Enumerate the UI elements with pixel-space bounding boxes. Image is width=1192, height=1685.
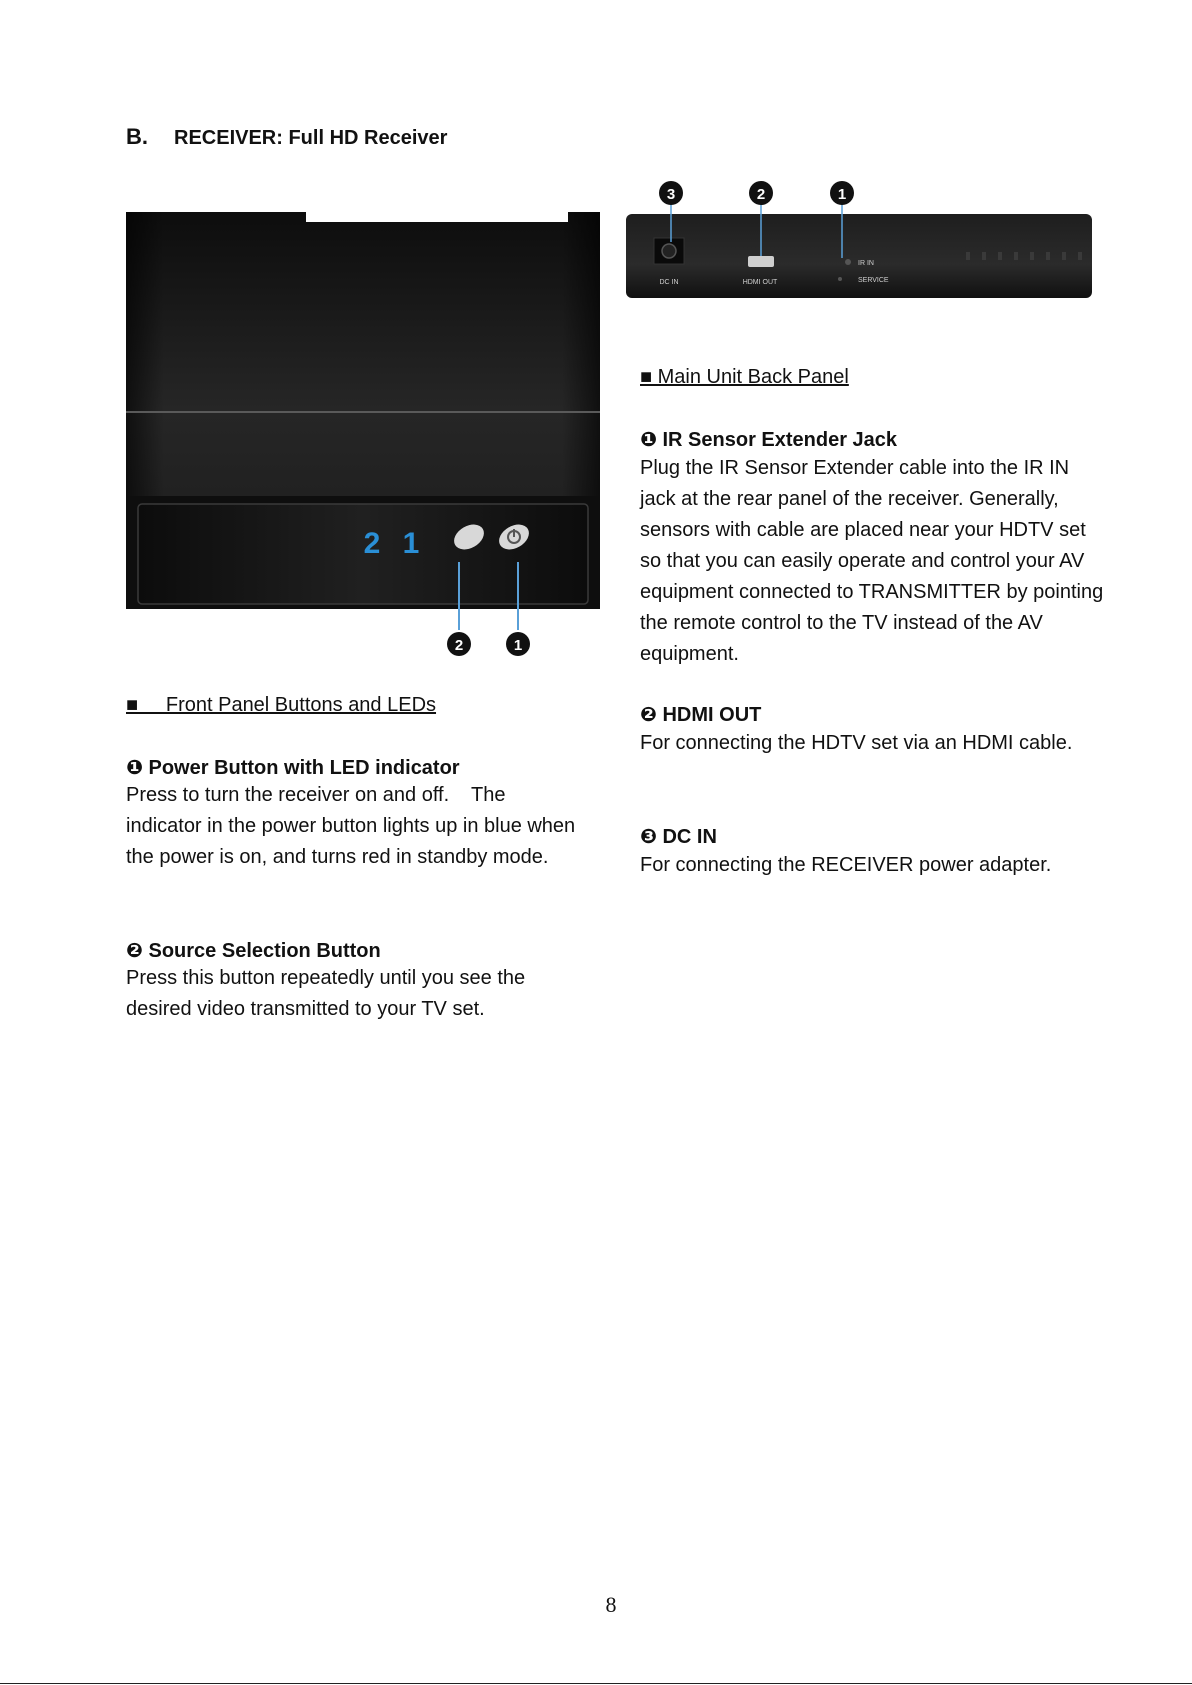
callout-number-2: 2: [454, 637, 464, 654]
port-label-hdmi-out: HDMI OUT: [742, 279, 778, 286]
page-number: 8: [605, 1592, 617, 1617]
source-display-digit: 2: [363, 527, 381, 560]
front-panel-illustration: [126, 212, 600, 658]
port-label-service: SERVICE: [858, 277, 889, 284]
source-button-title: ❷ Source Selection Button: [126, 940, 381, 962]
port-label-dc-in: DC IN: [659, 279, 679, 286]
front-panel-section-label: ■ Front Panel Buttons and LEDs: [126, 694, 437, 716]
source-button-description: Press this button repeatedly until you see the desired video transmitted to your TV set.: [126, 967, 526, 1020]
service-port-icon: [838, 277, 842, 281]
callout-number-1: 1: [837, 186, 847, 203]
hdmi-port-icon: [748, 256, 774, 267]
callout-number-1: 1: [513, 637, 523, 654]
dc-jack-icon: [662, 244, 676, 258]
dc-in-description: For connecting the RECEIVER power adapter.: [640, 854, 1052, 876]
callout-number-3: 3: [666, 186, 676, 203]
hdmi-out-title: ❷ HDMI OUT: [640, 704, 762, 726]
power-display-digit: 1: [402, 527, 420, 560]
section-letter: B.: [126, 124, 148, 149]
back-panel-illustration: [626, 178, 1092, 306]
hdmi-out-description: For connecting the HDTV set via an HDMI cable.: [640, 732, 1073, 754]
power-button-description: Press to turn the receiver on and off. The indicator in the power button lights up in blue when the power is on, and turns red in standby mode.: [126, 784, 581, 868]
port-label-ir-in: IR IN: [858, 260, 874, 267]
page-title: RECEIVER: Full HD Receiver: [174, 127, 448, 149]
callout-number-2: 2: [756, 186, 766, 203]
dc-in-title: ❸ DC IN: [640, 826, 717, 848]
ir-sensor-title: ❶ IR Sensor Extender Jack: [640, 429, 898, 451]
ir-jack-icon: [845, 259, 851, 265]
back-panel-section-label: ■ Main Unit Back Panel: [640, 366, 849, 388]
ir-sensor-description: Plug the IR Sensor Extender cable into the IR IN jack at the rear panel of the receiver. Generally, sensors with cable are placed near your HDTV set so that you can easily operate and control your AV equipment connected to TRANSMITTER by pointing the remote control to the TV instead of the AV equipment.: [640, 457, 1104, 665]
bottom-rule: [0, 1683, 1192, 1684]
power-button-title: ❶ Power Button with LED indicator: [126, 757, 460, 779]
